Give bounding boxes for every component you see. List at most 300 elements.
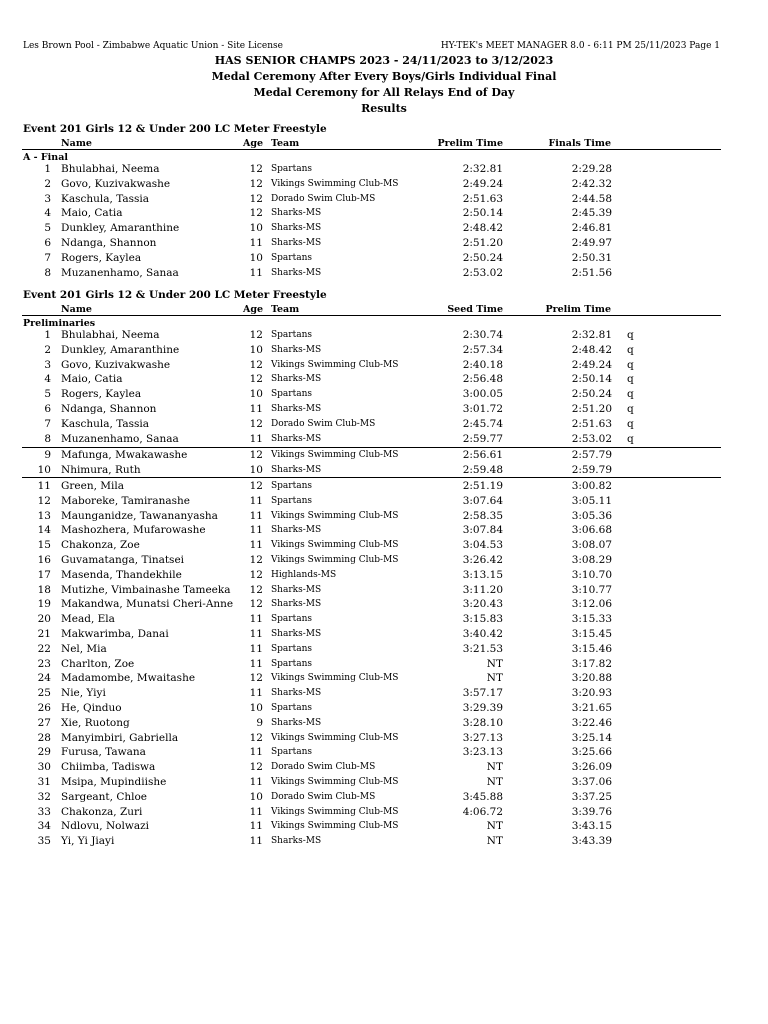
age-cell: 10 [249,463,263,476]
team-cell: Sharks-MS [271,464,322,475]
age-cell: 12 [249,568,263,581]
place-cell: 32 [37,790,51,803]
time-cell: 2:44.58 [571,192,612,205]
table-row [0,480,768,495]
table-row [0,598,768,613]
time-cell: 3:21.65 [571,702,612,714]
table-row [0,329,768,344]
swimmer-name-cell: Mashozhera, Mufarowashe [61,524,206,537]
time-cell: 2:58.35 [462,509,503,522]
place-cell: 12 [37,494,51,507]
age-cell: 12 [249,598,263,611]
team-cell: Vikings Swimming Club-MS [271,540,399,551]
team-cell: Sharks-MS [271,433,322,444]
table-row [0,267,768,282]
time-cell: 4:06.72 [462,805,503,818]
place-cell: 3 [44,358,51,371]
swimmer-name-cell: He, Qinduo [61,702,122,714]
col-team-header: Team [271,138,300,149]
team-cell: Sharks-MS [271,629,322,639]
table-row [0,373,768,388]
time-cell: 3:10.77 [571,583,612,596]
time-cell: NT [486,776,503,788]
time-cell: 3:43.39 [571,835,612,848]
time-cell: 2:50.14 [462,207,503,220]
team-cell: Vikings Swimming Club-MS [271,732,399,743]
age-cell: 11 [249,820,263,833]
age-cell: 11 [249,628,263,640]
team-cell: Spartans [271,481,312,491]
time-cell: 3:26.09 [571,761,612,774]
qualifier-cell: q [627,403,634,415]
time-cell: 3:29.39 [462,702,503,714]
age-cell: 10 [249,343,263,356]
time-cell: 3:26.42 [462,554,503,566]
team-cell: Spartans [271,747,312,758]
time-cell: 2:57.34 [462,343,503,356]
place-cell: 35 [37,835,51,848]
time-cell: NT [486,835,503,848]
time-cell: 3:17.82 [571,657,612,670]
age-cell: 11 [249,509,263,522]
time-cell: 2:45.74 [462,417,503,430]
swimmer-name-cell: Makandwa, Munatsi Cheri-Anne [61,598,234,611]
time-cell: 2:50.24 [462,251,503,264]
col-name-header: Name [61,138,92,149]
team-cell: Spartans [271,389,312,400]
table-row [0,554,768,569]
table-row [0,510,768,525]
place-cell: 9 [44,448,51,461]
qualifier-cell: q [627,343,634,356]
age-cell: 10 [249,790,263,803]
time-cell: NT [486,761,503,774]
age-cell: 11 [249,432,263,445]
table-row [0,193,768,208]
swimmer-name-cell: Msipa, Mupindiishe [61,776,167,788]
age-cell: 12 [249,480,263,492]
swimmer-name-cell: Nie, Yiyi [61,687,106,700]
qualifier-cell: q [627,388,634,401]
time-cell: 3:08.29 [571,554,612,566]
place-cell: 13 [37,509,51,522]
age-cell: 11 [249,237,263,249]
place-cell: 19 [37,598,51,611]
time-cell: 2:53.02 [571,432,612,445]
table-row [0,464,768,479]
age-cell: 10 [249,251,263,264]
swimmer-name-cell: Ndanga, Shannon [61,237,157,249]
col-seed-time-header: Seed Time [447,304,503,315]
place-cell: 6 [44,237,51,249]
section-label-a-final: A - Final [23,152,68,163]
time-cell: 2:48.42 [571,343,612,356]
age-cell: 12 [249,448,263,461]
team-cell: Sharks-MS [271,688,322,699]
age-cell: 12 [249,554,263,566]
table-row [0,702,768,717]
swimmer-name-cell: Rogers, Kaylea [61,251,142,264]
swimmer-name-cell: Muzanenhamo, Sanaa [61,432,179,445]
swimmer-name-cell: Govo, Kuzivakwashe [61,358,171,371]
place-cell: 5 [44,222,51,235]
team-cell: Sharks-MS [271,344,322,355]
time-cell: 3:37.25 [571,790,612,803]
table-row [0,687,768,702]
col-name-header: Name [61,304,92,315]
swimmer-name-cell: Mafunga, Mwakawashe [61,448,188,461]
col-prelim-time-header: Prelim Time [437,138,503,149]
age-cell: 11 [249,657,263,670]
age-cell: 10 [249,388,263,401]
table-row [0,252,768,267]
age-cell: 12 [249,417,263,430]
time-cell: NT [486,820,503,833]
team-cell: Dorado Swim Club-MS [271,791,376,802]
time-cell: 2:56.61 [462,448,503,461]
swimmer-name-cell: Chakonza, Zoe [61,539,140,552]
time-cell: 3:00.82 [571,480,612,492]
col-finals-time-header: Finals Time [548,138,611,149]
table-row [0,344,768,359]
age-cell: 11 [249,776,263,788]
age-cell: 12 [249,207,263,220]
header-rule-final [22,149,721,150]
team-cell: Spartans [271,703,312,713]
time-cell: 3:11.20 [462,583,503,596]
time-cell: 2:56.48 [462,373,503,386]
age-cell: 11 [249,746,263,759]
age-cell: 12 [249,358,263,371]
place-cell: 11 [37,480,51,492]
place-cell: 28 [37,731,51,744]
place-cell: 24 [37,672,51,685]
time-cell: 2:48.42 [462,222,503,235]
table-row [0,569,768,584]
swimmer-name-cell: Furusa, Tawana [61,746,146,759]
time-cell: 2:49.24 [462,177,503,190]
swimmer-name-cell: Guvamatanga, Tinatsei [61,554,185,566]
age-cell: 11 [249,524,263,537]
time-cell: 3:39.76 [571,805,612,818]
time-cell: 2:49.24 [571,358,612,371]
team-cell: Vikings Swimming Club-MS [271,359,399,370]
place-cell: 34 [37,820,51,833]
swimmer-name-cell: Dunkley, Amaranthine [61,343,180,356]
team-cell: Dorado Swim Club-MS [271,762,376,773]
swimmer-name-cell: Mead, Ela [61,613,115,626]
age-cell: 12 [249,761,263,774]
place-cell: 30 [37,761,51,774]
place-cell: 1 [44,329,51,341]
time-cell: 2:51.56 [571,266,612,279]
swimmer-name-cell: Masenda, Thandekhile [61,568,182,581]
table-row [0,584,768,599]
place-cell: 8 [44,432,51,445]
table-row [0,433,768,448]
age-cell: 12 [249,163,263,175]
col-team-header: Team [271,304,300,315]
medal-ceremony-relays: Medal Ceremony for All Relays End of Day [253,86,515,99]
time-cell: 2:59.77 [462,432,503,445]
team-cell: Sharks-MS [271,404,322,414]
table-row [0,658,768,673]
age-cell: 11 [249,494,263,507]
swimmer-name-cell: Chakonza, Zuri [61,805,143,818]
time-cell: 3:13.15 [462,568,503,581]
team-cell: Vikings Swimming Club-MS [271,821,399,832]
time-cell: 2:50.14 [571,373,612,386]
team-cell: Vikings Swimming Club-MS [271,777,399,787]
team-cell: Spartans [271,164,312,174]
team-cell: Vikings Swimming Club-MS [271,449,399,460]
time-cell: 2:32.81 [462,163,503,175]
table-row [0,495,768,510]
age-cell: 11 [249,403,263,415]
time-cell: NT [486,657,503,670]
time-cell: 3:25.14 [571,731,612,744]
time-cell: 3:15.45 [571,628,612,640]
time-cell: 3:25.66 [571,746,612,759]
time-cell: 2:51.20 [462,237,503,249]
age-cell: 12 [249,192,263,205]
age-cell: 9 [256,716,263,729]
time-cell: 2:57.79 [571,448,612,461]
place-cell: 5 [44,388,51,401]
time-cell: 2:50.31 [571,251,612,264]
time-cell: 3:45.88 [462,790,503,803]
swimmer-name-cell: Ndlovu, Nolwazi [61,820,149,833]
time-cell: 3:15.33 [571,613,612,626]
team-cell: Sharks-MS [271,717,322,728]
qualifier-cell: q [627,417,634,430]
time-cell: 2:32.81 [571,329,612,341]
header-rule-prelims [22,315,721,316]
team-cell: Sharks-MS [271,374,322,385]
place-cell: 29 [37,746,51,759]
place-cell: 27 [37,716,51,729]
team-cell: Spartans [271,495,312,506]
place-cell: 7 [44,417,51,430]
time-cell: 3:20.88 [571,672,612,685]
age-cell: 12 [249,731,263,744]
meet-title: HAS SENIOR CHAMPS 2023 - 24/11/2023 to 3/12/2023 [214,54,554,67]
time-cell: 3:22.46 [571,716,612,729]
age-cell: 11 [249,687,263,700]
place-cell: 22 [37,642,51,655]
table-row [0,732,768,747]
time-cell: 2:29.28 [571,163,612,175]
place-cell: 20 [37,613,51,626]
swimmer-name-cell: Nel, Mia [61,642,107,655]
team-cell: Sharks-MS [271,836,322,847]
swimmer-name-cell: Rogers, Kaylea [61,388,142,401]
age-cell: 11 [249,805,263,818]
swimmer-name-cell: Bhulabhai, Neema [61,329,160,341]
time-cell: 3:21.53 [462,642,503,655]
time-cell: 2:45.39 [571,207,612,220]
swimmer-name-cell: Maio, Catia [61,207,123,220]
swimmer-name-cell: Makwarimba, Danai [61,628,169,640]
age-cell: 12 [249,373,263,386]
age-cell: 12 [249,329,263,341]
team-cell: Sharks-MS [271,223,322,234]
table-row [0,746,768,761]
team-cell: Sharks-MS [271,267,322,278]
place-cell: 15 [37,539,51,552]
qualifier-cell: q [627,373,634,386]
swimmer-name-cell: Kaschula, Tassia [61,417,150,430]
age-cell: 11 [249,266,263,279]
team-cell: Dorado Swim Club-MS [271,193,376,204]
table-row [0,359,768,374]
table-row [0,776,768,791]
time-cell: 3:05.36 [571,509,612,522]
time-cell: 2:50.24 [571,388,612,401]
time-cell: 3:07.84 [462,524,503,537]
time-cell: 3:07.64 [462,494,503,507]
time-cell: 2:51.19 [462,480,503,492]
place-cell: 4 [44,207,51,220]
time-cell: 3:15.46 [571,642,612,655]
time-cell: 3:08.07 [571,539,612,552]
team-cell: Sharks-MS [271,525,322,536]
time-cell: 3:28.10 [462,716,503,729]
table-row [0,791,768,806]
place-cell: 21 [37,628,51,640]
place-cell: 18 [37,583,51,596]
swimmer-name-cell: Green, Mila [61,480,124,492]
table-row [0,163,768,178]
table-row [0,178,768,193]
time-cell: 3:04.53 [462,539,503,552]
team-cell: Vikings Swimming Club-MS [271,178,399,189]
time-cell: 2:59.79 [571,463,612,476]
section-label-preliminaries: Preliminaries [23,318,96,329]
time-cell: 2:40.18 [462,358,503,371]
time-cell: 3:00.05 [462,388,503,401]
time-cell: 3:20.93 [571,687,612,700]
time-cell: 2:59.48 [462,463,503,476]
swimmer-name-cell: Bhulabhai, Neema [61,163,160,175]
table-row [0,403,768,418]
swimmer-name-cell: Sargeant, Chloe [61,790,148,803]
table-row [0,539,768,554]
team-cell: Dorado Swim Club-MS [271,418,376,429]
qualifier-cell: q [627,432,634,445]
time-cell: 2:49.97 [571,237,612,249]
table-row [0,613,768,628]
time-cell: 3:57.17 [462,687,503,700]
team-cell: Spartans [271,614,312,625]
age-cell: 11 [249,835,263,848]
table-row [0,761,768,776]
team-cell: Sharks-MS [271,599,322,610]
team-cell: Vikings Swimming Club-MS [271,555,399,565]
team-cell: Vikings Swimming Club-MS [271,673,399,684]
swimmer-name-cell: Mutizhe, Vimbainashe Tameeka [61,583,231,596]
table-row [0,820,768,835]
time-cell: 2:51.63 [462,192,503,205]
col-age-header: Age [243,304,264,315]
swimmer-name-cell: Madamombe, Mwaitashe [61,672,196,685]
table-row [0,524,768,539]
place-cell: 7 [44,251,51,264]
time-cell: 3:01.72 [462,403,503,415]
place-cell: 1 [44,163,51,175]
table-row [0,672,768,687]
swimmer-name-cell: Manyimbiri, Gabriella [61,731,179,744]
place-cell: 26 [37,702,51,714]
time-cell: 3:43.15 [571,820,612,833]
place-cell: 3 [44,192,51,205]
meet-manager-header: HY-TEK's MEET MANAGER 8.0 - 6:11 PM 25/11/2023 Page 1 [440,41,720,51]
place-cell: 31 [37,776,51,788]
time-cell: 2:51.63 [571,417,612,430]
swimmer-name-cell: Dunkley, Amaranthine [61,222,180,235]
swimmer-name-cell: Maunganidze, Tawananyasha [61,509,218,522]
time-cell: 2:46.81 [571,222,612,235]
place-cell: 14 [37,524,51,537]
time-cell: 3:05.11 [571,494,612,507]
time-cell: 3:20.43 [462,598,503,611]
age-cell: 11 [249,539,263,552]
time-cell: 3:37.06 [571,776,612,788]
swimmer-name-cell: Maio, Catia [61,373,123,386]
age-cell: 12 [249,177,263,190]
table-row [0,643,768,658]
team-cell: Spartans [271,658,312,669]
place-cell: 4 [44,373,51,386]
swimmer-name-cell: Chiimba, Tadiswa [61,761,156,774]
place-cell: 23 [37,657,51,670]
table-row [0,806,768,821]
results-title: Results [361,102,407,115]
time-cell: 3:12.06 [571,598,612,611]
event-title-final: Event 201 Girls 12 & Under 200 LC Meter Freestyle [23,123,327,135]
qualifier-cell: q [627,358,634,371]
place-cell: 2 [44,343,51,356]
swimmer-name-cell: Maboreke, Tamiranashe [61,494,190,507]
time-cell: 3:10.70 [571,568,612,581]
license-header: Les Brown Pool - Zimbabwe Aquatic Union - Site License [23,41,283,51]
qualifier-cell: q [627,329,634,341]
age-cell: 11 [249,613,263,626]
table-row [0,628,768,643]
table-row [0,717,768,732]
swimmer-name-cell: Nhimura, Ruth [61,463,141,476]
swimmer-name-cell: Kaschula, Tassia [61,192,150,205]
swimmer-name-cell: Yi, Yi Jiayi [61,835,115,848]
time-cell: 3:06.68 [571,524,612,537]
team-cell: Sharks-MS [271,584,322,595]
team-cell: Spartans [271,330,312,340]
medal-ceremony-individual: Medal Ceremony After Every Boys/Girls Individual Final [211,70,557,83]
table-row [0,237,768,252]
time-cell: 3:27.13 [462,731,503,744]
place-cell: 2 [44,177,51,190]
age-cell: 10 [249,702,263,714]
time-cell: 2:53.02 [462,266,503,279]
table-row [0,835,768,850]
age-cell: 11 [249,642,263,655]
col-age-header: Age [243,138,264,149]
team-cell: Highlands-MS [271,569,337,580]
team-cell: Sharks-MS [271,238,322,248]
event-title-prelims: Event 201 Girls 12 & Under 200 LC Meter Freestyle [23,289,327,301]
place-cell: 10 [37,463,51,476]
place-cell: 8 [44,266,51,279]
